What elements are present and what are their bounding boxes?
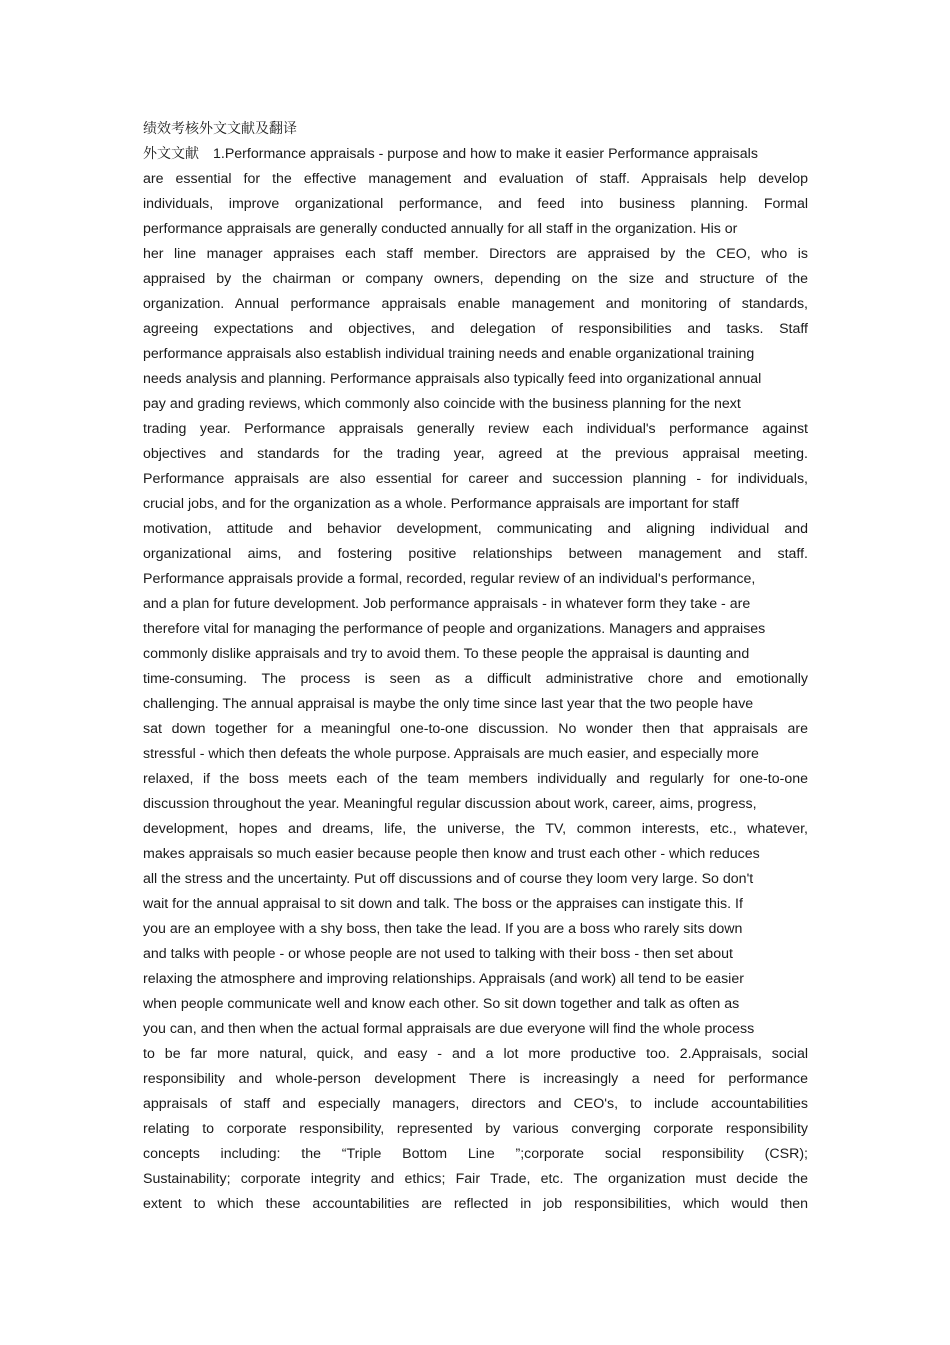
text-line [143, 644, 808, 669]
text-line [143, 1019, 808, 1044]
text-line [143, 1094, 808, 1119]
line-text: all the stress and the uncertainty. Put off discussions and of course they loom very large. So don't [143, 871, 754, 887]
line-text: needs analysis and planning. Performance appraisals also typically feed into organizational annual [143, 371, 762, 387]
line-text: sat down together for a meaningful one-to-one discussion. No wonder then that appraisals are [143, 721, 808, 737]
line-text: extent to which these accountabilities are reflected in job responsibilities, which would then [143, 1196, 808, 1212]
text-line [143, 219, 808, 244]
text-line [143, 344, 808, 369]
line-text: development, hopes and dreams, life, the universe, the TV, common interests, etc., whatever, [143, 821, 808, 837]
line-text: her line manager appraises each staff member. Directors are appraised by the CEO, who is [143, 246, 808, 262]
text-line [143, 1069, 808, 1094]
text-line [143, 919, 808, 944]
text-line [143, 1144, 808, 1169]
line-text: responsibility and whole-person development There is increasingly a need for performance [143, 1071, 808, 1087]
line-text: performance appraisals also establish individual training needs and enable organizational training [143, 346, 755, 362]
document-title: 绩效考核外文文献及翻译 [143, 121, 297, 137]
text-line [143, 894, 808, 919]
text-line [143, 369, 808, 394]
text-line [143, 619, 808, 644]
line-text: and a plan for future development. Job performance appraisals - in whatever form they take - are [143, 596, 751, 612]
line-text: Performance appraisals are also essential for career and succession planning - for individuals, [143, 471, 808, 487]
section-label: 外文文献 [143, 146, 199, 162]
line-text: you are an employee with a shy boss, then take the lead. If you are a boss who rarely sits down [143, 921, 743, 937]
text-line [143, 569, 808, 594]
text-line [143, 319, 808, 344]
line-text: and talks with people - or whose people are not used to talking with their boss - then set about [143, 946, 733, 962]
text-line [143, 394, 808, 419]
line-text: relaxing the atmosphere and improving relationships. Appraisals (and work) all tend to be easier [143, 971, 744, 987]
text-line [143, 419, 808, 444]
text-line [143, 1169, 808, 1194]
line-text: relaxed, if the boss meets each of the team members individually and regularly for one-to-one [143, 771, 808, 787]
document-body [143, 144, 808, 1219]
line-text: relating to corporate responsibility, represented by various converging corporate responsibility [143, 1121, 808, 1137]
text-line [143, 194, 808, 219]
line-text: to be far more natural, quick, and easy - and a lot more productive too. 2.Appraisals, social [143, 1046, 808, 1062]
line-text: crucial jobs, and for the organization as a whole. Performance appraisals are important for staff [143, 496, 739, 512]
line-text: individuals, improve organizational performance, and feed into business planning. Formal [143, 196, 808, 212]
line-text: discussion throughout the year. Meaningful regular discussion about work, career, aims, progress, [143, 796, 757, 812]
text-line [143, 694, 808, 719]
text-line [143, 719, 808, 744]
line-text: agreeing expectations and objectives, and delegation of responsibilities and tasks. Staff [143, 321, 808, 337]
line-text: pay and grading reviews, which commonly also coincide with the business planning for the next [143, 396, 741, 412]
text-line [143, 994, 808, 1019]
text-line [143, 594, 808, 619]
line-text: when people communicate well and know each other. So sit down together and talk as often as [143, 996, 740, 1012]
text-line [143, 494, 808, 519]
line-text: Sustainability; corporate integrity and ethics; Fair Trade, etc. The organization must decide the [143, 1171, 808, 1187]
line-text: concepts including: the “Triple Bottom Line ”;corporate social responsibility (CSR); [143, 1146, 808, 1162]
text-line [143, 1119, 808, 1144]
text-line [143, 1194, 808, 1219]
line-text: motivation, attitude and behavior development, communicating and aligning individual and [143, 521, 808, 537]
text-line [143, 294, 808, 319]
line-text: Performance appraisals provide a formal, recorded, regular review of an individual's performance, [143, 571, 756, 587]
line-text: commonly dislike appraisals and try to avoid them. To these people the appraisal is daunting and [143, 646, 750, 662]
text-line [143, 744, 808, 769]
text-line [143, 769, 808, 794]
line-text: you can, and then when the actual formal appraisals are due everyone will find the whole process [143, 1021, 755, 1037]
line-text: wait for the annual appraisal to sit down and talk. The boss or the appraises can instigate this. If [143, 896, 743, 912]
text-line [143, 944, 808, 969]
text-line [143, 169, 808, 194]
text-line [143, 1044, 808, 1069]
text-line [143, 794, 808, 819]
text-line [143, 544, 808, 569]
line-text: objectives and standards for the trading year, agreed at the previous appraisal meeting. [143, 446, 808, 462]
line-text: makes appraisals so much easier because people then know and trust each other - which reduces [143, 846, 760, 862]
text-line [143, 244, 808, 269]
line-text: trading year. Performance appraisals generally review each individual's performance against [143, 421, 808, 437]
text-line [143, 519, 808, 544]
line-text: therefore vital for managing the performance of people and organizations. Managers and appraises [143, 621, 766, 637]
line-text: appraisals of staff and especially managers, directors and CEO's, to include accountabilities [143, 1096, 808, 1112]
line-text: performance appraisals are generally conducted annually for all staff in the organization. His or [143, 221, 738, 237]
line-text: time-consuming. The process is seen as a difficult administrative chore and emotionally [143, 671, 808, 687]
text-line [143, 469, 808, 494]
line-text: are essential for the effective management and evaluation of staff. Appraisals help develop [143, 171, 808, 187]
line-text: stressful - which then defeats the whole purpose. Appraisals are much easier, and especially more [143, 746, 759, 762]
line-text: appraised by the chairman or company owners, depending on the size and structure of the [143, 271, 808, 287]
text-line [143, 844, 808, 869]
line-text: organizational aims, and fostering positive relationships between management and staff. [143, 546, 808, 562]
line-text: 1.Performance appraisals - purpose and how to make it easier Performance appraisals [213, 146, 758, 162]
text-line [143, 444, 808, 469]
text-line [143, 144, 808, 169]
text-line [143, 669, 808, 694]
line-text: organization. Annual performance appraisals enable management and monitoring of standards, [143, 296, 808, 312]
line-text: challenging. The annual appraisal is maybe the only time since last year that the two people have [143, 696, 754, 712]
text-line [143, 969, 808, 994]
text-line [143, 869, 808, 894]
text-line [143, 269, 808, 294]
text-line [143, 819, 808, 844]
